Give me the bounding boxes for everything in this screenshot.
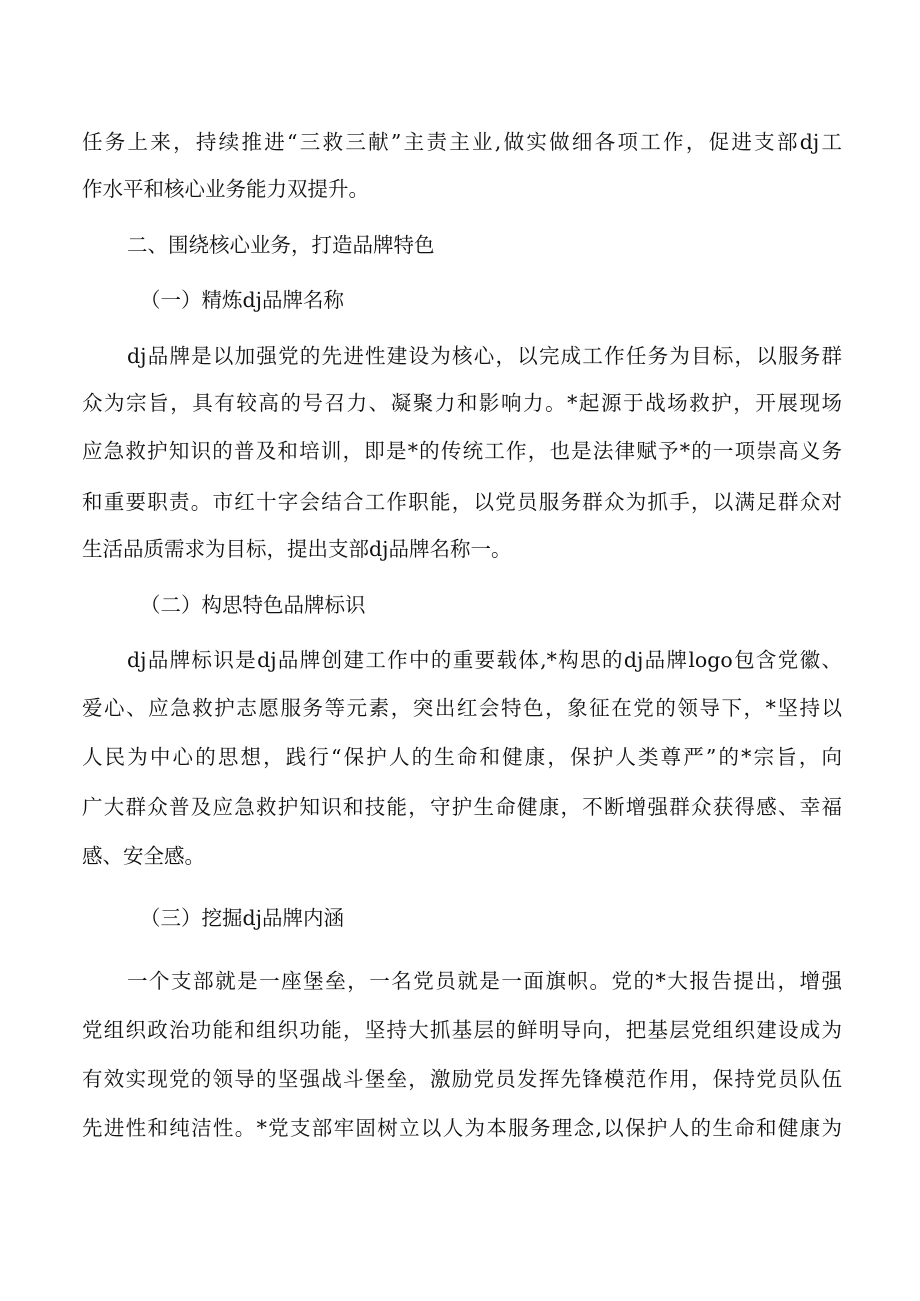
paragraph-line: 有效实现党的领导的坚强战斗堡垒，激励党员发挥先锋模范作用，保持党员队伍 [82, 1067, 842, 1091]
paragraph-line: dj品牌标识是dj品牌创建工作中的重要载体,*构思的dj品牌logo包含党徽、 [127, 648, 842, 672]
subsection-heading: （三）挖掘dj品牌内涵 [140, 906, 344, 930]
paragraph-line: 党组织政治功能和组织功能，坚持大抓基层的鲜明导向，把基层党组织建设成为 [82, 1018, 842, 1042]
subsection-heading: （二）构思特色品牌标识 [140, 593, 366, 617]
paragraph-line: 爱心、应急救护志愿服务等元素，突出红会特色，象征在党的领导下，*坚持以 [82, 696, 842, 720]
paragraph-line: 任务上来，持续推进“三救三献”主责主业,做实做细各项工作，促进支部dj工 [82, 130, 842, 154]
paragraph-line: 感、安全感。 [82, 844, 205, 868]
paragraph-line: 广大群众普及应急救护知识和技能，守护生命健康，不断增强群众获得感、幸福 [82, 795, 842, 819]
paragraph-line: 一个支部就是一座堡垒，一名党员就是一面旗帜。党的*大报告提出，增强 [127, 969, 842, 993]
paragraph-line: dj品牌是以加强党的先进性建设为核心，以完成工作任务为目标，以服务群 [127, 344, 842, 368]
subsection-heading: （一）精炼dj品牌名称 [140, 288, 344, 312]
paragraph-line: 和重要职责。市红十字会结合工作职能，以党员服务群众为抓手，以满足群众对 [82, 490, 842, 514]
paragraph-line: 人民为中心的思想，践行“保护人的生命和健康，保护人类尊严”的*宗旨，向 [82, 745, 842, 769]
paragraph-line: 生活品质需求为目标，提出支部dj品牌名称一。 [82, 537, 512, 561]
paragraph-line: 作水平和核心业务能力双提升。 [82, 177, 369, 201]
section-heading: 二、围绕核心业务，打造品牌特色 [127, 233, 435, 257]
paragraph-line: 众为宗旨，具有较高的号召力、凝聚力和影响力。*起源于战场救护，开展现场 [82, 391, 842, 415]
paragraph-line: 先进性和纯洁性。*党支部牢固树立以人为本服务理念,以保护人的生命和健康为 [82, 1116, 842, 1140]
paragraph-line: 应急救护知识的普及和培训，即是*的传统工作，也是法律赋予*的一项崇高义务 [82, 439, 842, 463]
